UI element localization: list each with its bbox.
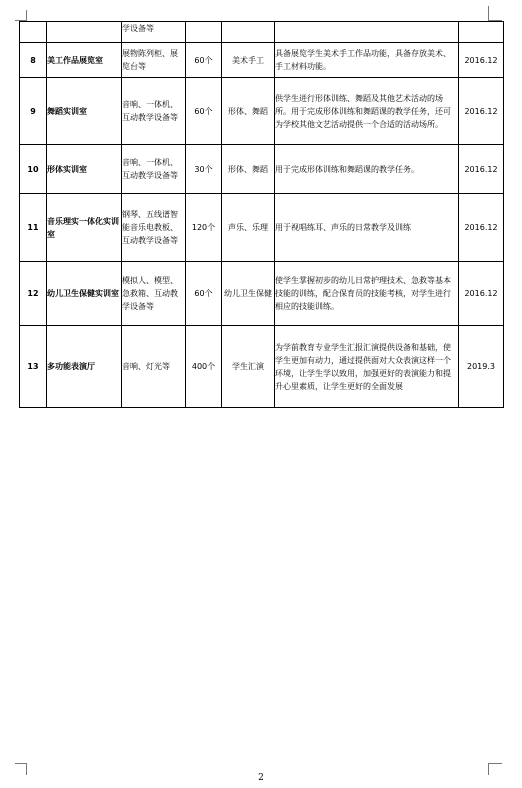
cell-use: 美术手工: [222, 43, 275, 78]
cell-no: 8: [20, 43, 47, 78]
cell-equipment: 钢琴、五线谱智能音乐电教板、互动教学设备等: [122, 194, 186, 262]
cell-name: 舞蹈实训室: [47, 78, 122, 145]
cell-function: 用于视唱练耳、声乐的日常教学及训练: [275, 194, 459, 262]
table-row: [20, 145, 504, 194]
cell-use: 形体、舞蹈: [222, 78, 275, 145]
cell-no: 13: [20, 326, 47, 408]
cell-qty: 60个: [186, 43, 222, 78]
cell-equipment: 学设备等: [122, 22, 186, 43]
cell-date: 2016.12: [459, 43, 504, 78]
cell-equipment: 展物陈列柜、展览台等: [122, 43, 186, 78]
cell-qty: 30个: [186, 145, 222, 194]
table-row: [20, 22, 504, 43]
cell-function: 具备展览学生美术手工作品功能，具备存放美术、手工材料功能。: [275, 43, 459, 78]
cell-date: 2016.12: [459, 194, 504, 262]
cell-function: 供学生进行形体训练、舞蹈及其他艺术活动的场所。用于完成形体训练和舞蹈课的教学任务，还可为学校其他文艺活动提供一个合适的活动场所。: [275, 78, 459, 145]
cell-qty: 400个: [186, 326, 222, 408]
table-row: [20, 194, 504, 262]
table-row: [20, 326, 504, 408]
cell-name: 形体实训室: [47, 145, 122, 194]
cell-equipment: 音响、一体机、互动教学设备等: [122, 145, 186, 194]
crop-mark: [488, 6, 489, 21]
cell-no: 10: [20, 145, 47, 194]
cell-equipment: 音响、一体机、互动教学设备等: [122, 78, 186, 145]
cell-name: 幼儿卫生保健实训室: [47, 262, 122, 326]
crop-mark: [15, 763, 27, 764]
cell-qty: 60个: [186, 78, 222, 145]
cell-use: 学生汇演: [222, 326, 275, 408]
cell-name: 多功能表演厅: [47, 326, 122, 408]
cell-qty: [186, 22, 222, 43]
facilities-table: [19, 21, 504, 408]
cell-no: [20, 22, 47, 43]
cell-use: 幼儿卫生保健: [222, 262, 275, 326]
cell-equipment: 音响、灯光等: [122, 326, 186, 408]
cell-no: 12: [20, 262, 47, 326]
cell-no: 11: [20, 194, 47, 262]
table-row: [20, 78, 504, 145]
cell-function: 使学生掌握初步的幼儿日常护理技术、急救等基本技能的训练，配合保育员的技能考核，对学生进行相应的技能训练。: [275, 262, 459, 326]
cell-name: 美工作品展览室: [47, 43, 122, 78]
cell-function: [275, 22, 459, 43]
cell-function: 用于完成形体训练和舞蹈课的教学任务。: [275, 145, 459, 194]
cell-qty: 120个: [186, 194, 222, 262]
cell-no: 9: [20, 78, 47, 145]
page-number: 2: [258, 773, 264, 783]
cell-name: [47, 22, 122, 43]
cell-date: 2016.12: [459, 78, 504, 145]
cell-use: 声乐、乐理: [222, 194, 275, 262]
cell-use: 形体、舞蹈: [222, 145, 275, 194]
table-row: [20, 262, 504, 326]
cell-date: [459, 22, 504, 43]
crop-mark: [488, 763, 502, 764]
cell-name: 音乐理实一体化实训室: [47, 194, 122, 262]
cell-use: [222, 22, 275, 43]
cell-function: 为学前教育专业学生汇报汇演提供设备和基础，使学生更加有动力，通过提供面对大众表演这样一个环境，让学生学以致用，加强更好的表演能力和提升心里素质，让学生更好的全面发展: [275, 326, 459, 408]
cell-date: 2016.12: [459, 262, 504, 326]
cell-qty: 60个: [186, 262, 222, 326]
cell-equipment: 模拟人、模型、急救箱、互动教学设备等: [122, 262, 186, 326]
cell-date: 2019.3: [459, 326, 504, 408]
cell-date: 2016.12: [459, 145, 504, 194]
table-row: [20, 43, 504, 78]
